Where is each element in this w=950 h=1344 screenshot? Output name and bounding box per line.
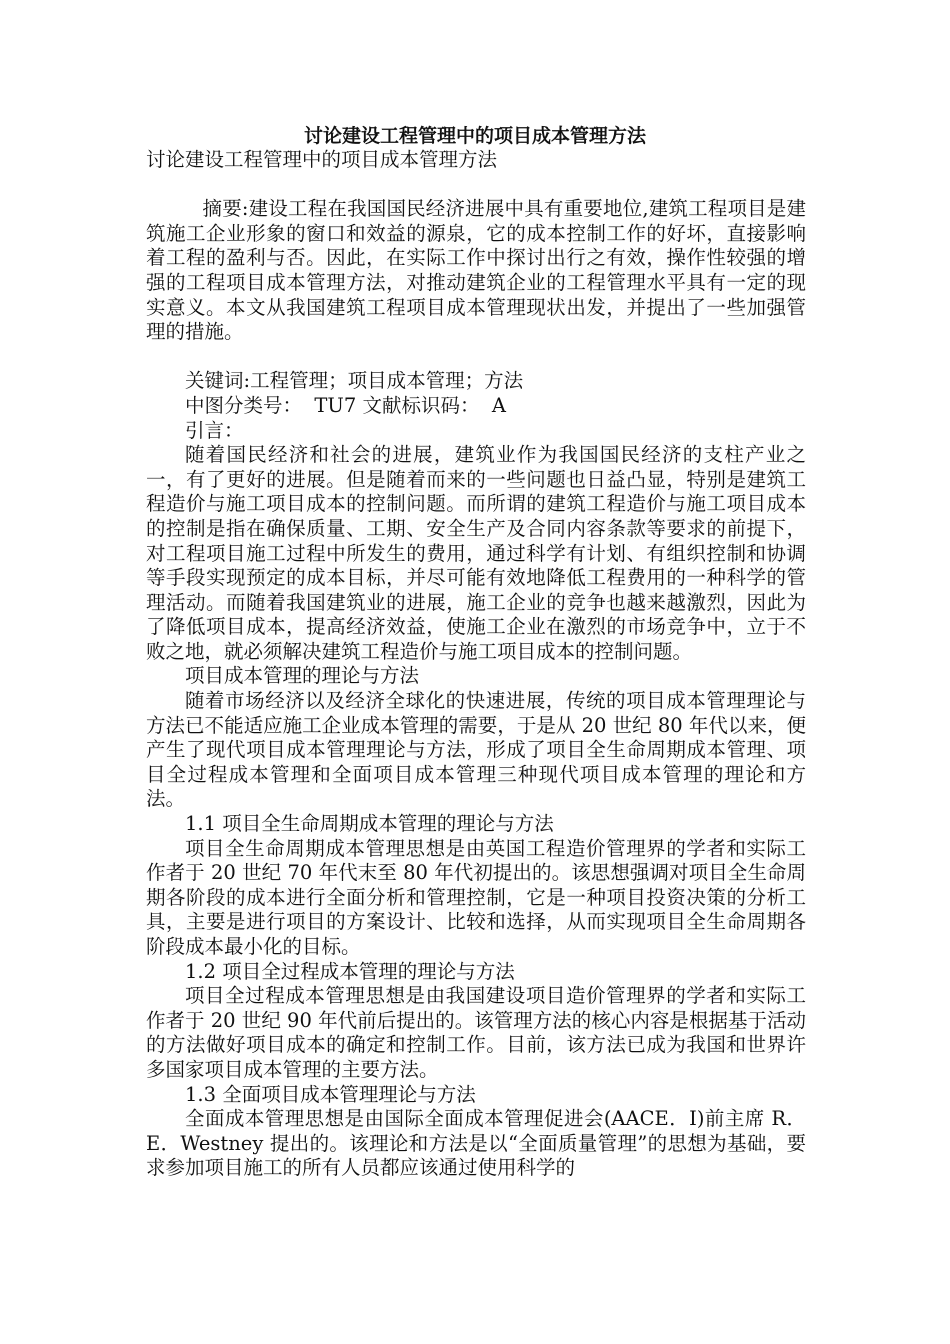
section-heading: 项目成本管理的理论与方法 bbox=[185, 664, 420, 688]
subsection-3-paragraph: 全面成本管理思想是由国际全面成本管理促进会(AACE．I)前主席 R．E．Westney 提出的。该理论和方法是以“全面质量管理”的思想为基础，要求参加项目施工的所有人员都应该通过使用科学的 bbox=[146, 1107, 806, 1180]
subsection-2-paragraph: 项目全过程成本管理思想是由我国建设项目造价管理界的学者和实际工作者于 20 世纪 90 年代前后提出的。该管理方法的核心内容是根据基于活动的方法做好项目成本的确定和控制工作。目前，该方法已成为我国和世界许多国家项目成本管理的主要方法。 bbox=[146, 984, 806, 1081]
subsection-2-heading: 1.2 项目全过程成本管理的理论与方法 bbox=[185, 959, 515, 983]
blank-line bbox=[146, 173, 806, 198]
keywords-line: 关键词:工程管理；项目成本管理；方法 bbox=[185, 369, 524, 393]
subsection-1-heading: 1.1 项目全生命周期成本管理的理论与方法 bbox=[185, 812, 554, 836]
subsection-1-paragraph: 项目全生命周期成本管理思想是由英国工程造价管理界的学者和实际工作者于 20 世纪 70 年代末至 80 年代初提出的。该思想强调对项目全生命周期各阶段的成本进行全面分析和管理控制，它是一种项目投资决策的分析工具，主要是进行项目的方案设计、比较和选择，从而实现项目全生命周期各阶段成本最小化的目标。 bbox=[146, 836, 806, 958]
section-paragraph: 随着市场经济以及经济全球化的快速进展，传统的项目成本管理理论与方法已不能适应施工企业成本管理的需要，于是从 20 世纪 80 年代以来，便产生了现代项目成本管理理论与方法，形成了项目全生命周期成本管理、项目全过程成本管理和全面项目成本管理三种现代项目成本管理的理论和方法。 bbox=[146, 689, 806, 811]
subsection-3-heading: 1.3 全面项目成本管理理论与方法 bbox=[185, 1082, 476, 1106]
blank-line bbox=[146, 345, 806, 370]
document-subtitle: 讨论建设工程管理中的项目成本管理方法 bbox=[146, 148, 498, 171]
intro-paragraph: 随着国民经济和社会的进展，建筑业作为我国国民经济的支柱产业之一，有了更好的进展。但是随着而来的一些问题也日益凸显，特别是建筑工程造价与施工项目成本的控制问题。而所谓的建筑工程造价与施工项目成本的控制是指在确保质量、工期、安全生产及合同内容条款等要求的前提下，对工程项目施工过程中所发生的费用，通过科学有计划、有组织控制和协调等手段实现预定的成本目标，并尽可能有效地降低工程费用的一种科学的管理活动。而随着我国建筑业的进展，施工企业的竞争也越来越激烈，因此为了降低项目成本，提高经济效益，使施工企业在激烈的市场竞争中，立于不败之地，就必须解决建筑工程造价与施工项目成本的控制问题。 bbox=[146, 443, 806, 663]
classification-line: 中图分类号： TU7 文献标识码： A bbox=[185, 393, 506, 417]
abstract-paragraph: 摘要:建设工程在我国国民经济进展中具有重要地位,建筑工程项目是建筑施工企业形象的窗口和效益的源泉，它的成本控制工作的好坏，直接影响着工程的盈利与否。因此，在实际工作中探讨出行之有效，操作性较强的增强的工程项目成本管理方法，对推动建筑企业的工程管理水平具有一定的现实意义。本文从我国建筑工程项目成本管理现状出发，并提出了一些加强管理的措施。 bbox=[146, 197, 806, 344]
document-body bbox=[146, 148, 806, 1181]
document-title: 讨论建设工程管理中的项目成本管理方法 bbox=[303, 125, 646, 147]
intro-heading: 引言： bbox=[185, 418, 244, 442]
